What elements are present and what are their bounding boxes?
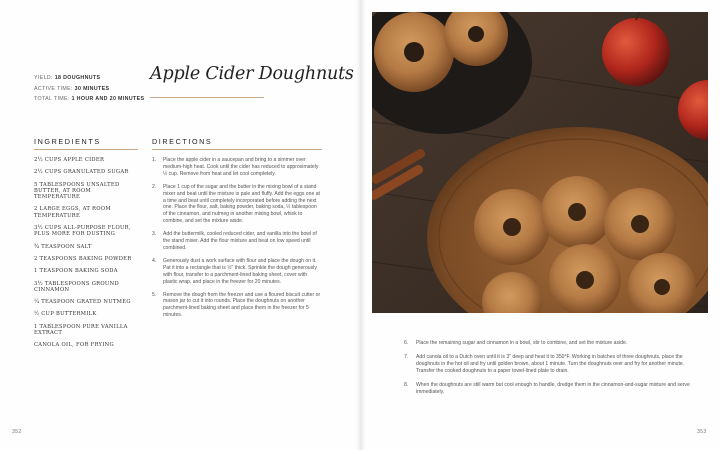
step-text: Generously dust a work surface with flour and place the dough on it. Pat it into a rectangle that is ½" thick. Sprinkle the dough generously with flour, transfer to a parchment-lined baking sheet, cover with plastic wrap, and place in the freezer for 20 minutes.	[163, 257, 317, 285]
yield-value: 18 DOUGHNUTS	[54, 75, 101, 81]
ingredient-item: 3½ TABLESPOONS GROUND CINNAMON	[34, 280, 119, 293]
directions-list-left	[152, 157, 322, 325]
directions-rule	[152, 149, 322, 150]
ingredients-list	[34, 157, 134, 355]
total-time-value: 1 HOUR AND 20 MINUTES	[71, 96, 145, 102]
ingredient-item: ¾ TEASPOON SALT	[34, 243, 92, 250]
recipe-meta	[34, 73, 144, 105]
ingredient-item: CANOLA OIL, FOR FRYING	[34, 342, 114, 349]
direction-step	[152, 258, 322, 286]
direction-step	[404, 340, 694, 347]
total-time-label: TOTAL TIME:	[34, 96, 70, 102]
title-rule	[150, 97, 264, 98]
active-time-value: 30 MINUTES	[74, 85, 110, 92]
step-number: 2.	[152, 183, 157, 190]
step-text: Remove the dough from the freezer and use a floured biscuit cutter or mason jar to cut it into rounds. Place the doughnuts on another parchment-lined baking sheet and place them in the freezer for 5 minutes.	[163, 291, 321, 319]
doughnut-group	[474, 176, 696, 313]
step-number: 6.	[404, 340, 409, 346]
direction-step	[152, 157, 322, 178]
step-number: 3.	[152, 231, 157, 238]
step-text: Place the remaining sugar and cinnamon in a bowl, stir to combine, and set the mixture aside.	[416, 340, 628, 346]
ingredient-item: 3½ CUPS ALL-PURPOSE FLOUR, PLUS MORE FOR DUSTING	[34, 225, 131, 238]
step-text: Add canola oil to a Dutch oven until it is 3" deep and heat it to 350°F. Working in batches of three doughnuts, place the doughnuts in the hot oil and fry until golden brown, about 1 minute. Turn the doughnuts over and fry for another minute. Transfer the cooked doughnuts to a paper towel-lined plate to drain.	[416, 354, 685, 374]
step-number: 8.	[404, 382, 409, 388]
direction-step	[404, 382, 694, 396]
book-gutter	[356, 0, 366, 450]
direction-step	[152, 292, 322, 320]
doughnut-photo-illustration	[372, 12, 708, 313]
step-text: Add the buttermilk, cooled reduced cider, and vanilla into the bowl of the stand mixer. Add the flour mixture and beat on low speed until combined.	[163, 231, 317, 251]
step-number: 7.	[404, 354, 409, 360]
ingredient-item: 1 TEASPOON BAKING SODA	[34, 268, 118, 275]
direction-step	[404, 354, 694, 375]
doughnut-photo	[372, 12, 708, 313]
ingredient-item: 2½ CUPS GRANULATED SUGAR	[34, 169, 129, 176]
page-number-right: 353	[697, 429, 707, 435]
apple-1	[602, 18, 670, 86]
ingredient-item: ¼ TEASPOON GRATED NUTMEG	[34, 299, 131, 306]
direction-step	[152, 231, 322, 252]
directions-list-right	[404, 340, 694, 403]
step-number: 1.	[152, 157, 157, 163]
ingredients-rule	[34, 149, 138, 150]
ingredient-item: 1 TABLESPOON PURE VANILLA EXTRACT	[34, 323, 128, 337]
recipe-title: Apple Cider Doughnuts	[150, 64, 354, 84]
ingredients-heading: INGREDIENTS	[34, 137, 101, 146]
step-text: Place 1 cup of the sugar and the butter in the mixing bowl of a stand mixer and beat until the mixture is pale and fluffy. Add the eggs one at a time and beat until completely incorporated before adding the next one. Place the flour, salt, baking powder, baking soda, ½ tablespoon of the cinnamon, and nutmeg in another mixing bowl, whisk to combine, and set the mixture aside.	[163, 183, 320, 225]
step-text: When the doughnuts are still warm but cool enough to handle, dredge them in the cinnamon-and-sugar mixture and serve immediately.	[416, 382, 690, 395]
ingredient-item: 2 LARGE EGGS, AT ROOM TEMPERATURE	[34, 206, 111, 219]
yield-label: YIELD:	[34, 75, 53, 81]
ingredient-item: 2 TEASPOONS BAKING POWDER	[34, 255, 132, 262]
ingredient-item: 5 TABLESPOONS UNSALTED BUTTER, AT ROOM TEMPERATURE	[34, 181, 120, 201]
step-number: 4.	[152, 257, 157, 264]
ingredient-item: 2½ CUPS APPLE CIDER	[34, 157, 105, 163]
step-text: Place the apple cider in a saucepan and bring to a simmer over medium-high heat. Cook until the cider has reduced to approximately ½ cup. Remove from heat and let cool completely.	[163, 157, 319, 177]
ingredient-item: ½ CUP BUTTERMILK	[34, 311, 97, 318]
directions-heading: DIRECTIONS	[152, 137, 213, 146]
active-time-label: ACTIVE TIME:	[34, 85, 73, 92]
page-number-left: 352	[12, 429, 22, 435]
direction-step	[152, 184, 322, 225]
step-number: 5.	[152, 291, 157, 298]
